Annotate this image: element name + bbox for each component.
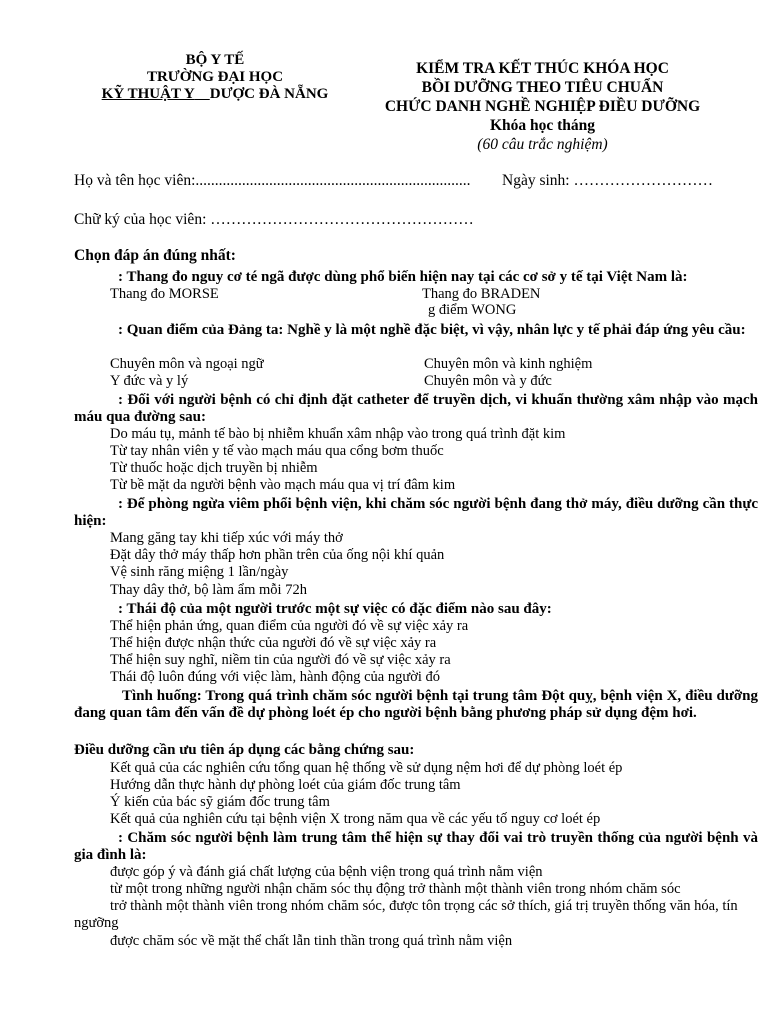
question-7: : Chăm sóc người bệnh làm trung tâm thể hiện sự thay đổi vai trò truyền thống của người bệnh và gia đình là: [74,830,758,863]
q7-option-d[interactable]: được chăm sóc về mặt thể chất lẫn tinh thần trong quá trình nằm viện [110,933,513,949]
institution-header [70,52,360,103]
q5-option-b[interactable]: Thể hiện được nhận thức của người đó về sự việc xảy ra [110,635,437,651]
q4-option-b[interactable]: Đặt dây thở máy thấp hơn phần trên của ống nội khí quản [110,547,445,563]
q2-option-a[interactable]: Chuyên môn và ngoại ngữ [110,356,264,372]
ministry-name: BỘ Y TẾ [185,52,245,68]
q5-option-d[interactable]: Thái độ luôn đúng với việc làm, hành động của người đó [110,669,441,685]
q1-option-b[interactable]: Thang đo BRADEN [422,286,541,302]
q3-option-d[interactable]: Từ bề mặt da người bệnh vào mạch máu qua vị trí đâm kim [110,477,456,493]
question-3: : Đối với người bệnh có chỉ định đặt catheter để truyền dịch, vi khuẩn thường xâm nhập vào mạch máu qua đường sau: [74,392,758,425]
q2-option-b[interactable]: Chuyên môn và kinh nghiệm [424,356,593,372]
q7-option-a[interactable]: được góp ý và đánh giá chất lượng của bệnh viện trong quá trình nằm viện [110,864,543,880]
q7-option-c[interactable]: trở thành một thành viên trong nhóm chăm sóc, được tôn trọng các sở thích, giá trị truyền thống văn hóa, tín ngưỡng [74,898,738,931]
q5-option-a[interactable]: Thể hiện phản ứng, quan điểm của người đó về sự việc xảy ra [110,618,469,634]
question-6-scenario: Tình huống: Trong quá trình chăm sóc người bệnh tại trung tâm Đột quỵ, bệnh viện X, điều dưỡng đang quan tâm đến vấn đề dự phòng loét ép cho người bệnh bằng phương pháp sử dụng đệm hơi. [74,688,758,721]
university-name: TRƯỜNG ĐẠI HỌC [146,69,284,85]
course-title: BỒI DƯỠNG THEO TIÊU CHUẨN [421,79,664,96]
q6-option-b[interactable]: Hướng dẫn thực hành dự phòng loét của giám đốc trung tâm [110,777,461,793]
course-month: Khóa học tháng [489,117,596,134]
q5-option-c[interactable]: Thể hiện suy nghĩ, niềm tin của người đó về sự việc xảy ra [110,652,451,668]
q4-option-c[interactable]: Vệ sinh răng miệng 1 lần/ngày [110,564,289,580]
q6-option-d[interactable]: Kết quả của nghiên cứu tại bệnh viện X trong năm qua về các yếu tố nguy cơ loét ép [110,811,601,827]
q3-option-c[interactable]: Từ thuốc hoặc dịch truyền bị nhiễm [110,460,318,476]
q6-option-a[interactable]: Kết quả của các nghiên cứu tổng quan hệ thống về sử dụng nệm hơi để dự phòng loét ép [110,760,623,776]
exam-title: KIỂM TRA KẾT THÚC KHÓA HỌC [416,60,669,77]
instruction-text: Chọn đáp án đúng nhất: [74,247,236,264]
course-subtitle: CHỨC DANH NGHỀ NGHIỆP ĐIỀU DƯỠNG [384,98,701,115]
q2-option-d[interactable]: Chuyên môn và y đức [424,373,552,389]
signature-field[interactable]: Chữ ký của học viên: …………………………………………… [74,211,474,228]
q4-option-a[interactable]: Mang găng tay khi tiếp xúc với máy thở [110,530,343,546]
q6-option-c[interactable]: Ý kiến của bác sỹ giám đốc trung tâm [110,794,330,810]
q1-option-a[interactable]: Thang đo MORSE [110,286,219,302]
exam-title-block [360,59,725,154]
question-5: : Thái độ của một người trước một sự việc có đặc điểm nào sau đây: [118,601,552,617]
q3-option-a[interactable]: Do máu tụ, mảnh tế bào bị nhiễm khuẩn xâm nhập vào trong quá trình đặt kim [110,426,566,442]
question-count: (60 câu trắc nghiệm) [477,136,608,153]
question-6: Điều dưỡng cần ưu tiên áp dụng các bằng chứng sau: [74,742,415,758]
q1-option-c[interactable]: g điểm WONG [428,302,517,318]
q2-option-c[interactable]: Y đức và y lý [110,373,189,389]
date-of-birth-field[interactable]: Ngày sinh: ……………………… [502,172,713,189]
question-4: : Để phòng ngừa viêm phổi bệnh viện, khi chăm sóc người bệnh đang thở máy, điều dưỡng cần thực hiện: [74,496,758,529]
q4-option-d[interactable]: Thay dây thở, bộ làm ẩm mỗi 72h [110,582,307,598]
student-name-field[interactable]: Họ và tên học viên:....................................................................... [74,172,471,189]
question-2: : Quan điểm của Đảng ta: Nghề y là một nghề đặc biệt, vì vậy, nhân lực y tế phải đáp ứng yêu cầu: [118,322,746,338]
question-1: : Thang đo nguy cơ té ngã được dùng phổ biến hiện nay tại các cơ sở y tế tại Việt Nam là: [118,269,688,285]
q7-option-b[interactable]: từ một trong những người nhận chăm sóc thụ động trở thành một thành viên trong nhóm chăm sóc [110,881,681,897]
q3-option-b[interactable]: Từ tay nhân viên y tế vào mạch máu qua cổng bơm thuốc [110,443,444,459]
university-name-line2: KỸ THUẬT Y DƯỢC ĐÀ NẴNG [101,86,329,102]
